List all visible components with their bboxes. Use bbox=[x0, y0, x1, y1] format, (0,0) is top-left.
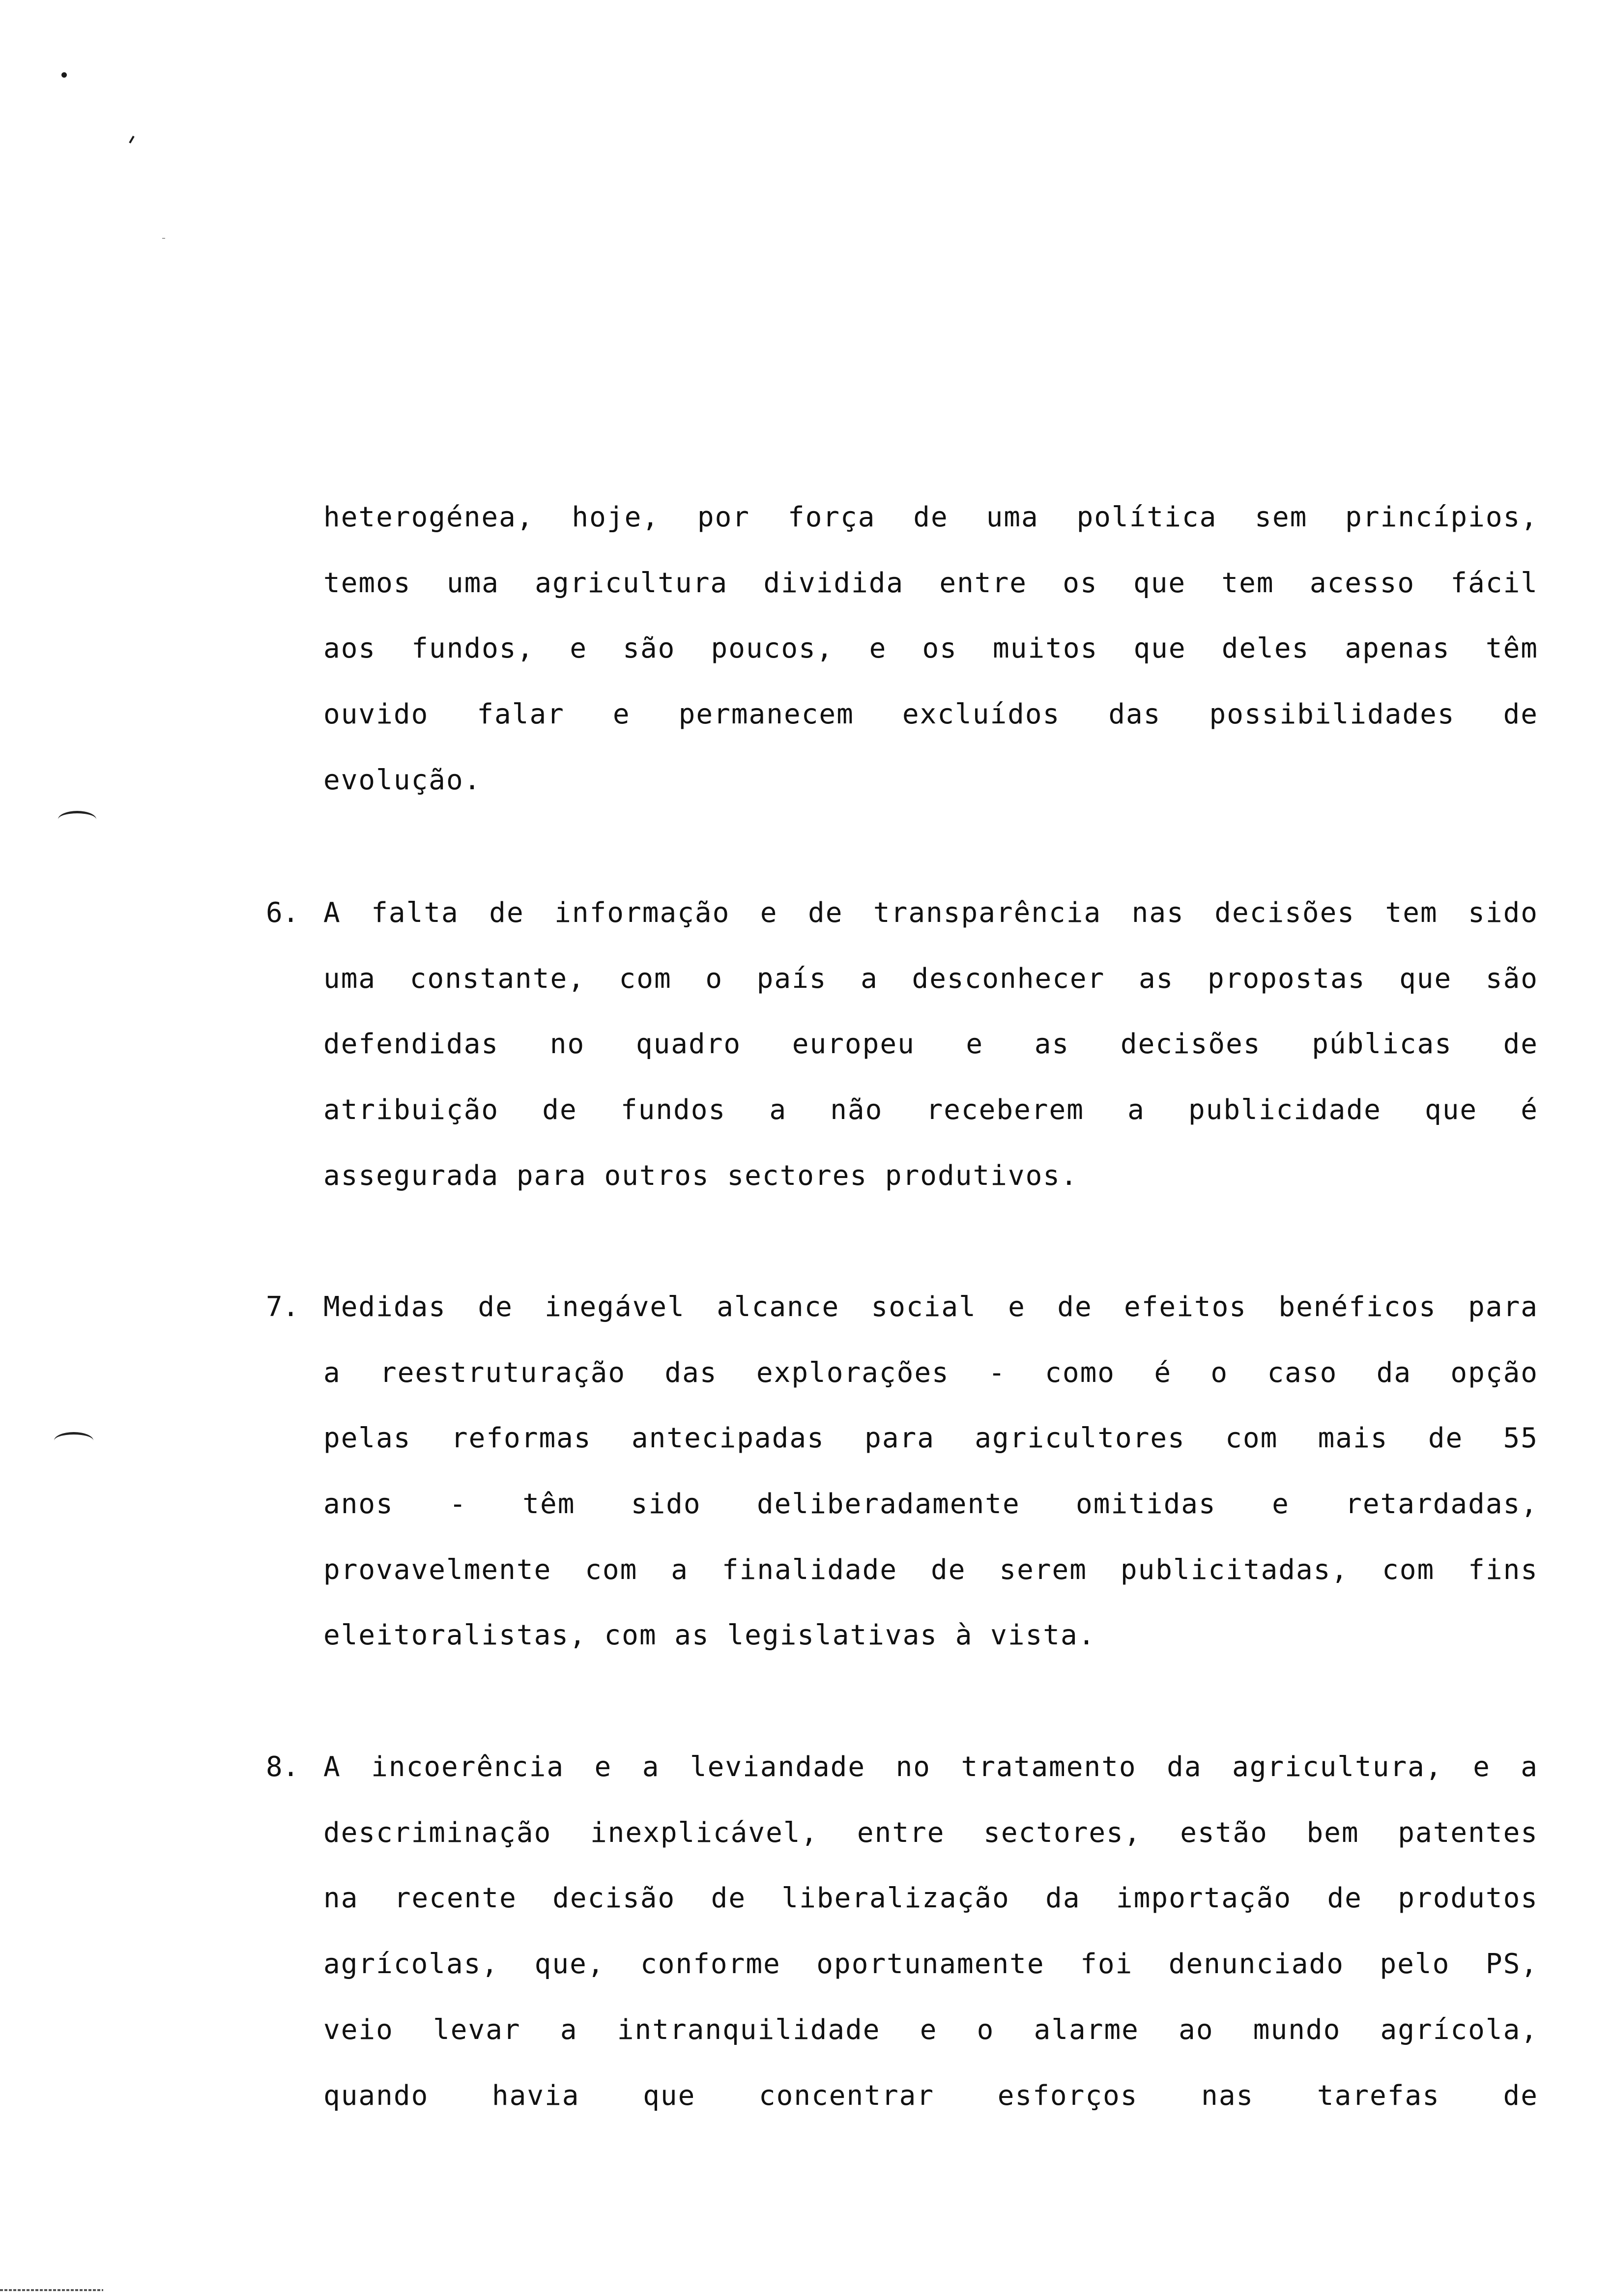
item-line: na recente decisão de liberalização da importação de produtos bbox=[323, 1885, 1538, 1914]
item-line: A incoerência e a leviandade no tratamento da agricultura, e a bbox=[323, 1753, 1538, 1783]
paragraph-line: evolução. bbox=[323, 764, 482, 796]
item-number: 8. bbox=[266, 1751, 299, 1783]
paragraph-line: heterogénea, hoje, por força de uma política sem princípios, bbox=[323, 504, 1538, 533]
item-line: eleitoralistas, com as legislativas à vista. bbox=[323, 1619, 1096, 1651]
scan-speck-mark bbox=[162, 238, 165, 239]
paragraph-line: aos fundos, e são poucos, e os muitos que deles apenas têm bbox=[323, 635, 1538, 664]
paragraph-line: temos uma agricultura dividida entre os que tem acesso fácil bbox=[323, 570, 1538, 599]
item-line: defendidas no quadro europeu e as decisões públicas de bbox=[323, 1031, 1538, 1060]
margin-arc-mark bbox=[54, 1432, 93, 1449]
item-line: quando havia que concentrar esforços nas tarefas de bbox=[323, 2082, 1538, 2112]
item-line: a reestruturação das explorações - como é o caso da opção bbox=[323, 1359, 1538, 1389]
item-line: Medidas de inegável alcance social e de efeitos benéficos para bbox=[323, 1293, 1538, 1323]
paragraph-line: ouvido falar e permanecem excluídos das possibilidades de bbox=[323, 701, 1538, 730]
item-number: 6. bbox=[266, 897, 299, 929]
item-line: descriminação inexplicável, entre sectores, estão bem patentes bbox=[323, 1819, 1538, 1849]
item-line: pelas reformas antecipadas para agricultores com mais de 55 bbox=[323, 1425, 1538, 1454]
item-line: assegurada para outros sectores produtivos. bbox=[323, 1160, 1078, 1192]
item-line: atribuição de fundos a não receberem a publicidade que é bbox=[323, 1096, 1538, 1126]
scan-tick-mark bbox=[129, 136, 134, 144]
item-line: uma constante, com o país a desconhecer as propostas que são bbox=[323, 965, 1538, 995]
item-line: provavelmente com a finalidade de serem publicitadas, com fins bbox=[323, 1556, 1538, 1586]
item-line: A falta de informação e de transparência nas decisões tem sido bbox=[323, 899, 1538, 929]
scan-dot-mark bbox=[61, 72, 67, 78]
scan-edge-line bbox=[0, 2289, 103, 2291]
item-line: veio levar a intranquilidade e o alarme ao mundo agrícola, bbox=[323, 2016, 1538, 2046]
margin-arc-mark bbox=[58, 811, 96, 828]
item-line: agrícolas, que, conforme oportunamente foi denunciado pelo PS, bbox=[323, 1951, 1538, 1980]
item-line: anos - têm sido deliberadamente omitidas e retardadas, bbox=[323, 1491, 1538, 1520]
item-number: 7. bbox=[266, 1291, 299, 1323]
